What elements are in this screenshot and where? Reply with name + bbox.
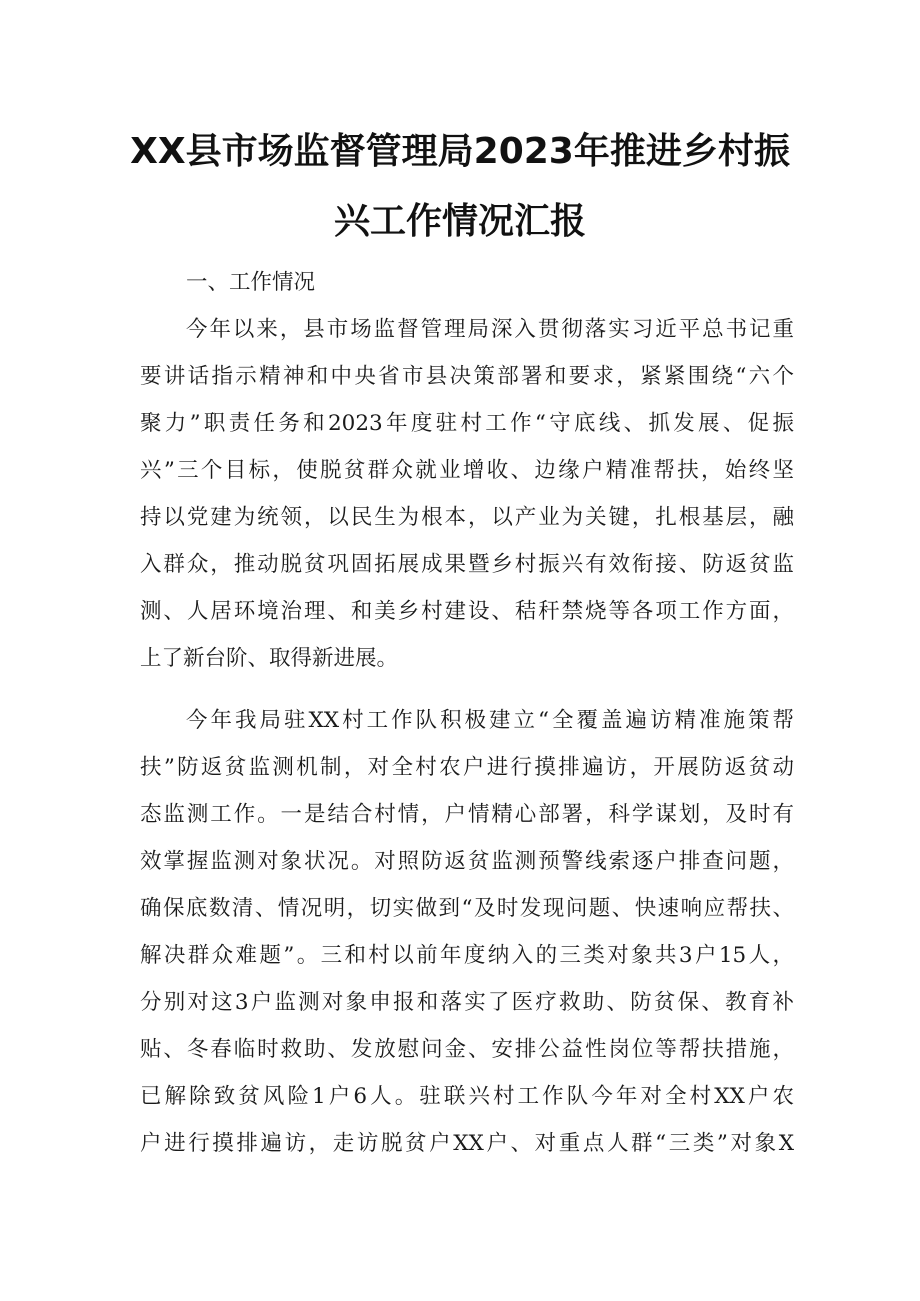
paragraph-2-line: 贴、冬春临时救助、发放慰问金、安排公益性岗位等帮扶措施， [140, 1037, 794, 1062]
paragraph-2-line: 效掌握监测对象状况。对照防返贫监测预警线索逐户排查问题， [140, 849, 794, 874]
paragraph-1-line: 入群众，推动脱贫巩固拓展成果暨乡村振兴有效衔接、防返贫监 [140, 552, 794, 577]
paragraph-1-line: 聚力”职责任务和2023年度驻村工作“守底线、抓发展、促振 [140, 411, 794, 436]
paragraph-2-line: 分别对这3户监测对象申报和落实了医疗救助、防贫保、教育补 [140, 990, 794, 1015]
paragraph-1-line: 上了新台阶、取得新进展。 [140, 646, 399, 671]
document-title-line-1: XX县市场监督管理局2023年推进乡村振 [130, 131, 790, 172]
paragraph-2-line: 态监测工作。一是结合村情，户情精心部署，科学谋划，及时有 [140, 802, 794, 827]
paragraph-2-line: 已解除致贫风险1户6人。驻联兴村工作队今年对全村XX户农 [140, 1084, 794, 1109]
paragraph-1-line: 兴”三个目标，使脱贫群众就业增收、边缘户精准帮扶，始终坚 [140, 458, 794, 483]
paragraph-2-line: 解决群众难题”。三和村以前年度纳入的三类对象共3户15人， [140, 943, 794, 968]
paragraph-2-line: 户进行摸排遍访，走访脱贫户XX户、对重点人群“三类”对象X [140, 1131, 794, 1156]
paragraph-2-line: 今年我局驻XX村工作队积极建立“全覆盖遍访精准施策帮 [186, 708, 794, 733]
section-heading: 一、工作情况 [186, 270, 316, 295]
paragraph-1-line: 今年以来，县市场监督管理局深入贯彻落实习近平总书记重 [186, 317, 794, 342]
document-title-line-2: 兴工作情况汇报 [333, 201, 586, 242]
paragraph-1-line: 要讲话指示精神和中央省市县决策部署和要求，紧紧围绕“六个 [140, 364, 794, 389]
paragraph-2-line: 扶”防返贫监测机制，对全村农户进行摸排遍访，开展防返贫动 [140, 755, 794, 780]
paragraph-2-line: 确保底数清、情况明，切实做到“及时发现问题、快速响应帮扶、 [140, 896, 794, 921]
paragraph-1-line: 持以党建为统领，以民生为根本，以产业为关键，扎根基层，融 [140, 505, 794, 530]
paragraph-1-line: 测、人居环境治理、和美乡村建设、秸秆禁烧等各项工作方面， [140, 599, 794, 624]
